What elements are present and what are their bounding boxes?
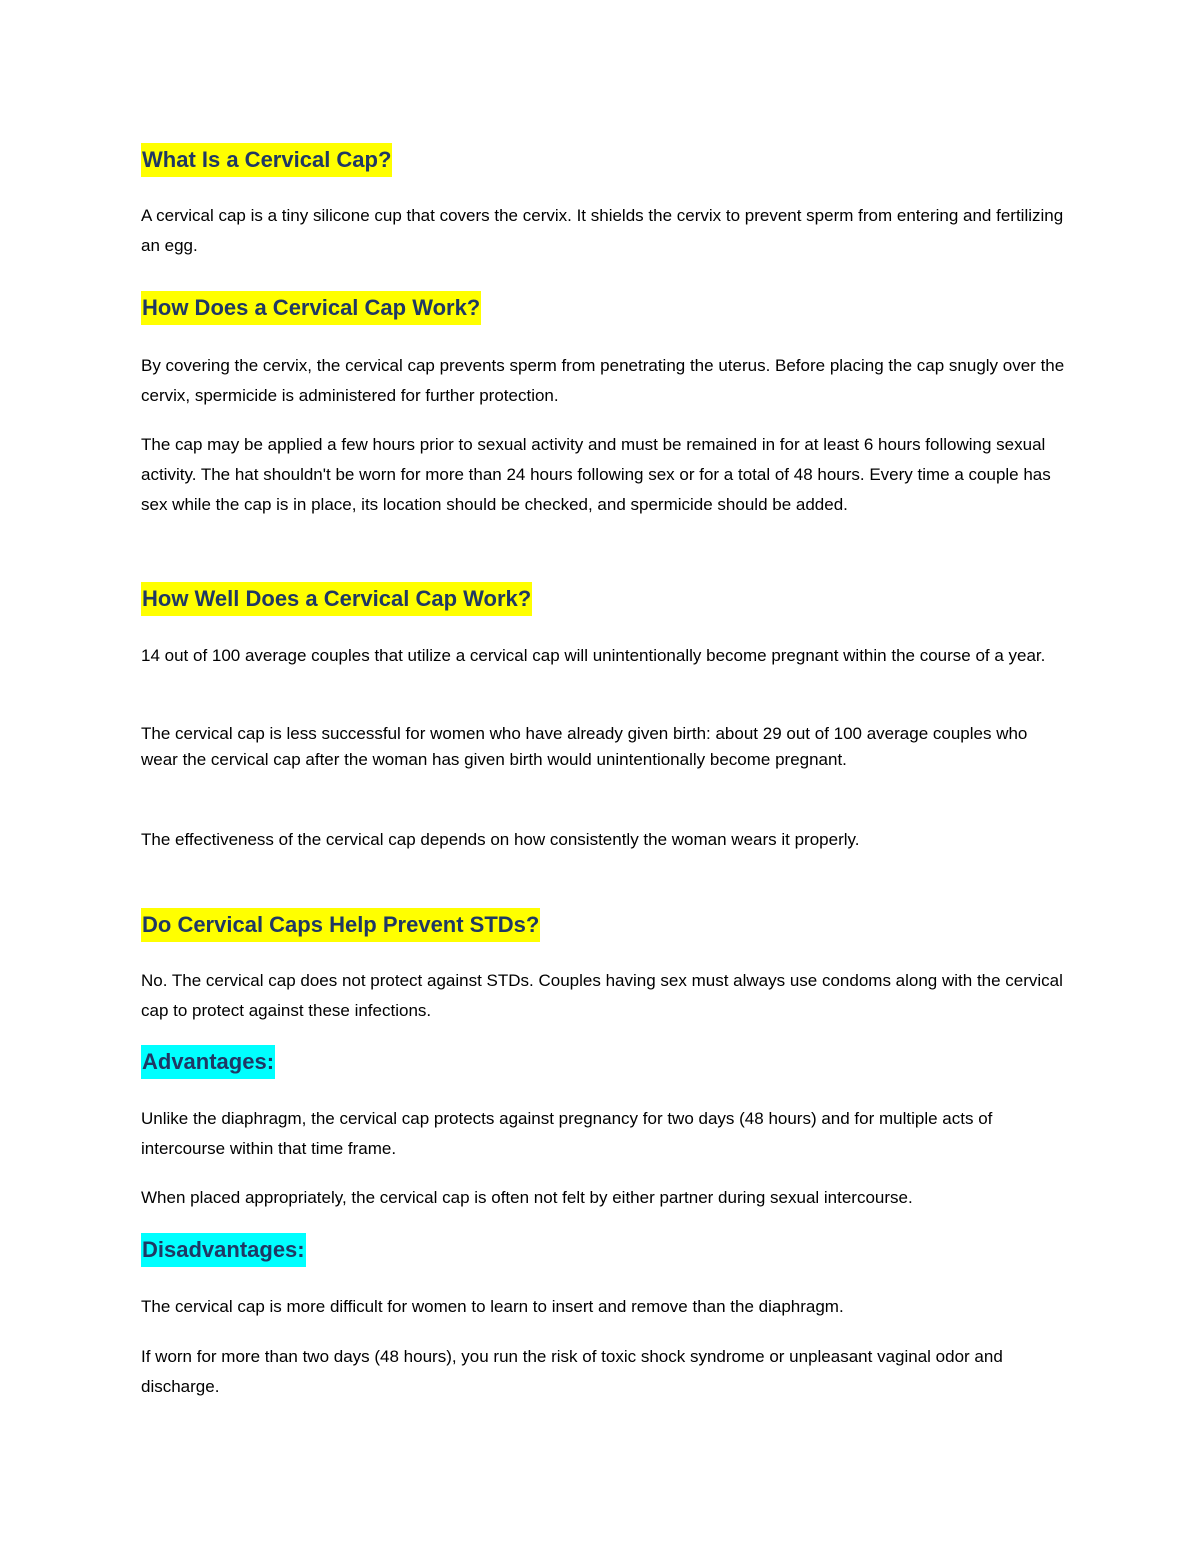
paragraph-disadvantages-1: The cervical cap is more difficult for women to learn to insert and remove than the diaphragm. [141,1297,844,1316]
heading-what-is: What Is a Cervical Cap? [141,143,392,177]
paragraph-how-well-3: The effectiveness of the cervical cap depends on how consistently the woman wears it properly. [141,830,860,849]
paragraph-advantages-2: When placed appropriately, the cervical cap is often not felt by either partner during sexual intercourse. [141,1188,913,1207]
heading-stds: Do Cervical Caps Help Prevent STDs? [141,908,540,942]
paragraph-how-well-2: The cervical cap is less successful for women who have already given birth: about 29 out of 100 average couples who wear the cervical cap after the woman has given birth would unintentionally become pregnant. [141,724,1028,769]
paragraph-how-well-1: 14 out of 100 average couples that utilize a cervical cap will unintentionally become pregnant within the course of a year. [141,646,1046,665]
paragraph-disadvantages-2: If worn for more than two days (48 hours), you run the risk of toxic shock syndrome or unpleasant vaginal odor and discharge. [141,1347,1003,1396]
heading-how-work: How Does a Cervical Cap Work? [141,291,481,325]
heading-disadvantages: Disadvantages: [141,1233,306,1267]
paragraph-how-work-2: The cap may be applied a few hours prior to sexual activity and must be remained in for at least 6 hours following sexual activity. The hat shouldn't be worn for more than 24 hours following sex or for a total of 48 hours. Every time a couple has sex while the cap is in place, its location should be checked, and spermicide should be added. [141,435,1051,514]
paragraph-how-work-1: By covering the cervix, the cervical cap prevents sperm from penetrating the uterus. Before placing the cap snugly over the cervix, spermicide is administered for further protection. [141,356,1065,405]
paragraph-advantages-1: Unlike the diaphragm, the cervical cap protects against pregnancy for two days (48 hours) and for multiple acts of intercourse within that time frame. [141,1109,993,1158]
heading-advantages: Advantages: [141,1045,275,1079]
paragraph-stds-1: No. The cervical cap does not protect against STDs. Couples having sex must always use condoms along with the cervical cap to protect against these infections. [141,971,1063,1020]
heading-how-well: How Well Does a Cervical Cap Work? [141,582,532,616]
paragraph-what-is-1: A cervical cap is a tiny silicone cup that covers the cervix. It shields the cervix to prevent sperm from entering and fertilizing an egg. [141,206,1064,255]
